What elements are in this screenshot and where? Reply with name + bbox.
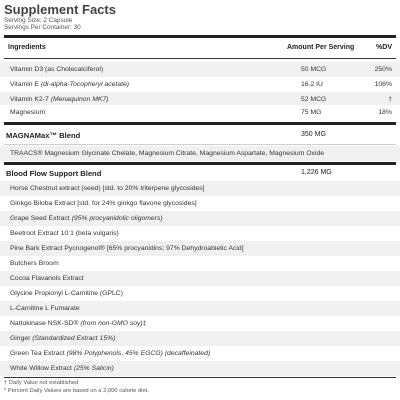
vitamin-name: Vitamin K2-7 (Menaquinon MK7) — [10, 96, 109, 103]
top-thick-rule — [4, 35, 396, 38]
blend-ingredient: Nattokinase NSK-SD® (from non-GMO soy)‡ — [10, 320, 147, 327]
blend-ingredient-row — [0, 331, 400, 346]
blend-ingredient-row — [0, 286, 400, 301]
vitamin-row — [0, 105, 400, 120]
blend-ingredient: L-Carnitine L Fumarate — [10, 305, 80, 312]
blend-ingredient-row — [0, 271, 400, 286]
blend-ingredient: Beetroot Extract 10:1 (beta vulgaris) — [10, 230, 119, 237]
footnote-percent-dv: * Percent Daily Values are based on a 2,000 calorie diet. — [4, 388, 149, 394]
blend-ingredient: Butchers Broom — [10, 260, 59, 267]
blood-flow-blend-name: Blood Flow Support Blend — [6, 169, 102, 178]
footnote-daily-value: † Daily Value not established — [4, 380, 79, 386]
panel-title: Supplement Facts — [4, 2, 116, 17]
blend-ingredient-row — [0, 316, 400, 331]
blend-ingredient: Pine Bark Extract Pycnogenol® [65% procyanidins; 97% Dehydroabietic Acid] — [10, 245, 244, 252]
amount-header: Amount Per Serving — [287, 44, 355, 51]
blend-ingredient: Cocoa Flavanols Extract — [10, 275, 84, 282]
vitamin-name: Magnesium — [10, 109, 46, 116]
vitamin-dv: 18% — [378, 109, 392, 116]
vitamin-dv: † — [388, 96, 392, 103]
magnamax-blend-name: MAGNAMax™ Blend — [6, 131, 81, 140]
section-rule — [4, 122, 396, 125]
section-rule — [4, 162, 396, 165]
blend-ingredient-row — [0, 301, 400, 316]
blend-ingredient-row — [0, 256, 400, 271]
vitamin-amount: 52 MCG — [301, 96, 327, 103]
blend-ingredient-row — [0, 226, 400, 241]
blend-ingredient: White Willow Extract (25% Salicin) — [10, 365, 114, 372]
vitamin-dv: 108% — [374, 81, 392, 88]
blend-ingredient-row — [0, 181, 400, 196]
blend-ingredient-row — [0, 196, 400, 211]
blend-ingredient-row — [0, 241, 400, 256]
vitamin-dv: 250% — [374, 66, 392, 73]
blood-flow-blend-amount: 1,226 MG — [301, 169, 332, 176]
magnamax-detail: TRAACS® Magnesium Glycinate Chelate, Magnesium Citrate, Magnesium Aspartate, Magnesium Oxide — [10, 150, 325, 157]
blend-ingredient: Glycine Propionyl L-Carnitine (GPLC) — [10, 290, 123, 297]
header-rule — [4, 58, 396, 59]
servings-per-container: Servings Per Container: 30 — [4, 24, 81, 31]
vitamin-name: Vitamin E (dl-alpha-Tocopheryl acetate) — [10, 81, 130, 88]
dv-header: %DV — [376, 44, 392, 51]
blend-ingredient: Green Tea Extract (98% Polyphenols, 45% EGCG) (decaffeinated) — [10, 350, 211, 357]
vitamin-amount: 75 MG — [301, 109, 322, 116]
blend-ingredient-row — [0, 361, 400, 376]
vitamin-name: Vitamin D3 (as Cholecalciferol) — [10, 66, 104, 73]
vitamin-amount: 16.2 IU — [301, 81, 323, 88]
vitamin-row — [0, 62, 400, 77]
blend-ingredient: Ginger (Standardized Extract 15%) — [10, 335, 116, 342]
blend-ingredient: Ginkgo Biloba Extract [std. for 24% ginkgo flavone glycosides] — [10, 200, 197, 207]
vitamin-row — [0, 77, 400, 92]
ingredients-header: Ingredients — [8, 44, 46, 51]
vitamin-amount: 50 MCG — [301, 66, 327, 73]
bottom-rule — [4, 377, 396, 378]
serving-size: Serving Size: 2 Capsule — [4, 17, 73, 24]
blend-divider — [4, 144, 396, 145]
blend-ingredient-row — [0, 211, 400, 226]
blend-ingredient: Grape Seed Extract (95% procyanidolic oligomers) — [10, 215, 163, 222]
blend-ingredient-row — [0, 346, 400, 361]
magnamax-blend-amount: 350 MG — [301, 131, 326, 138]
blend-ingredient: Horse Chestnut extract (seed) [std. to 20% triterpene glycosides] — [10, 185, 205, 192]
magnamax-detail-row — [0, 146, 400, 161]
